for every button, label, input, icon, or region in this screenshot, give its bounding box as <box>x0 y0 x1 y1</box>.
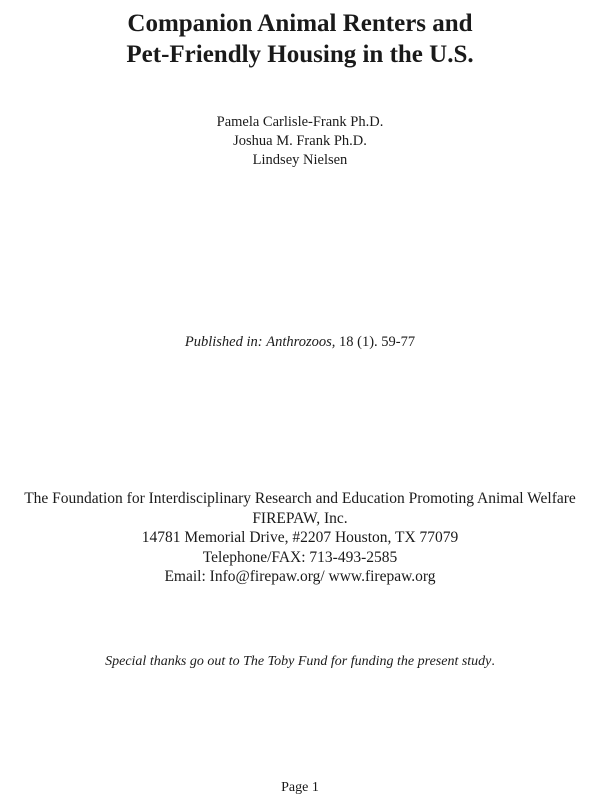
organization-address: 14781 Memorial Drive, #2207 Houston, TX 77079 <box>141 529 459 546</box>
citation-details: 18 (1). 59-77 <box>339 334 416 350</box>
acknowledgement <box>0 653 600 671</box>
publication-prefix: Published in: <box>184 334 263 350</box>
publication-info <box>0 333 600 351</box>
organization-email: Email: Info@firepaw.org/ www.firepaw.org <box>164 568 436 585</box>
acknowledgement-period: . <box>491 654 495 669</box>
page-number: Page 1 <box>281 780 319 795</box>
author-name: Joshua M. Frank Ph.D. <box>233 133 367 149</box>
author-list <box>0 113 600 170</box>
author-name: Pamela Carlisle-Frank Ph.D. <box>216 114 384 130</box>
organization-short-name: FIREPAW, Inc. <box>252 509 348 527</box>
title-line-2: Pet-Friendly Housing in the U.S. <box>126 41 474 68</box>
journal-name: Anthrozoos, <box>266 334 336 350</box>
document-title <box>0 8 600 70</box>
acknowledgement-text: Special thanks go out to The Toby Fund for funding the present study <box>105 654 492 669</box>
organization-block <box>0 489 600 587</box>
author-name: Lindsey Nielsen <box>252 152 348 168</box>
organization-name: The Foundation for Interdisciplinary Research and Education Promoting Animal Welfare <box>24 490 576 507</box>
title-line-1: Companion Animal Renters and <box>127 10 473 37</box>
organization-phone: Telephone/FAX: 713-493-2585 <box>202 548 398 566</box>
